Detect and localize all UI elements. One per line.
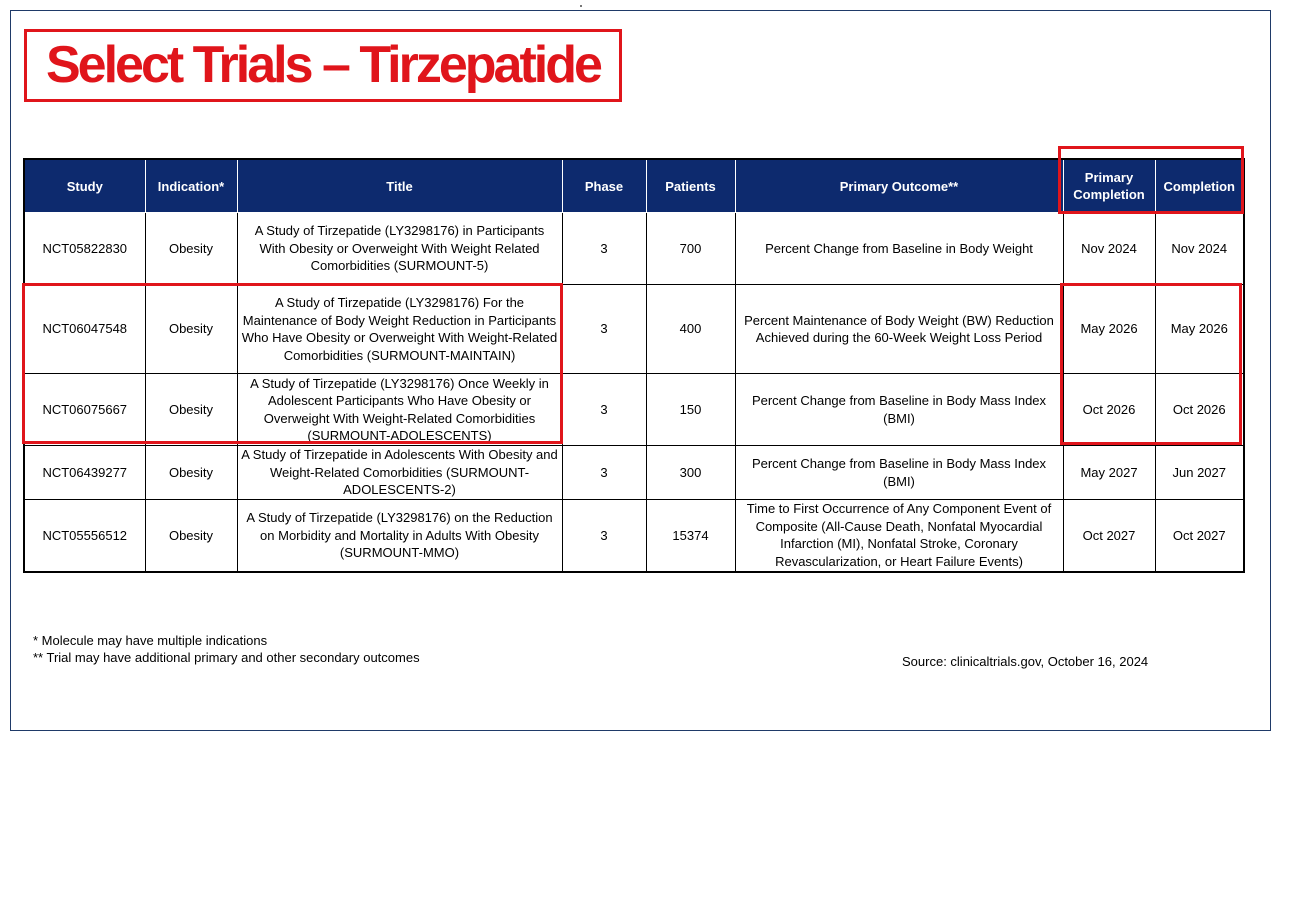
cell-primary-completion: Nov 2024	[1063, 213, 1155, 285]
footnote-outcomes: ** Trial may have additional primary and other secondary outcomes	[33, 650, 420, 665]
footnote-indications: * Molecule may have multiple indications	[33, 633, 268, 648]
cell-study: NCT06047548	[24, 285, 145, 374]
cell-completion: Oct 2027	[1155, 500, 1244, 572]
cell-indication: Obesity	[145, 446, 237, 500]
header-patients: Patients	[646, 159, 735, 213]
header-completion: Completion	[1155, 159, 1244, 213]
decorative-dot	[580, 5, 582, 7]
table-row	[24, 213, 1244, 285]
table-row	[24, 285, 1244, 374]
page-title: Select Trials – Tirzepatide	[46, 36, 600, 94]
cell-patients: 400	[646, 285, 735, 374]
cell-patients: 700	[646, 213, 735, 285]
cell-phase: 3	[562, 213, 646, 285]
header-primary-outcome: Primary Outcome**	[735, 159, 1063, 213]
cell-phase: 3	[562, 374, 646, 446]
header-primary-completion: Primary Completion	[1063, 159, 1155, 213]
table-row	[24, 446, 1244, 500]
cell-title: A Study of Tirzepatide (LY3298176) in Participants With Obesity or Overweight With Weight Related Comorbidities (SURMOUNT-5)	[237, 213, 562, 285]
cell-completion: Oct 2026	[1155, 374, 1244, 446]
cell-study: NCT06439277	[24, 446, 145, 500]
cell-outcome: Percent Maintenance of Body Weight (BW) Reduction Achieved during the 60-Week Weight Loss Period	[735, 285, 1063, 374]
cell-indication: Obesity	[145, 500, 237, 572]
cell-indication: Obesity	[145, 213, 237, 285]
cell-primary-completion: Oct 2026	[1063, 374, 1155, 446]
table-row	[24, 374, 1244, 446]
title-box	[24, 29, 622, 102]
cell-title: A Study of Tirzepatide (LY3298176) Once Weekly in Adolescent Participants Who Have Obesity or Overweight With Weight-Related Comorbidities (SURMOUNT-ADOLESCENTS)	[237, 374, 562, 446]
cell-outcome: Percent Change from Baseline in Body Mass Index (BMI)	[735, 374, 1063, 446]
cell-primary-completion: Oct 2027	[1063, 500, 1155, 572]
header-study: Study	[24, 159, 145, 213]
cell-completion: May 2026	[1155, 285, 1244, 374]
cell-patients: 15374	[646, 500, 735, 572]
cell-patients: 150	[646, 374, 735, 446]
cell-completion: Jun 2027	[1155, 446, 1244, 500]
cell-indication: Obesity	[145, 374, 237, 446]
source-citation: Source: clinicaltrials.gov, October 16, 2024	[902, 654, 1149, 669]
cell-completion: Nov 2024	[1155, 213, 1244, 285]
cell-phase: 3	[562, 500, 646, 572]
footnotes	[33, 632, 420, 666]
cell-outcome: Percent Change from Baseline in Body Mass Index (BMI)	[735, 446, 1063, 500]
cell-study: NCT05822830	[24, 213, 145, 285]
cell-study: NCT05556512	[24, 500, 145, 572]
cell-indication: Obesity	[145, 285, 237, 374]
cell-phase: 3	[562, 285, 646, 374]
cell-patients: 300	[646, 446, 735, 500]
table-header-row	[24, 159, 1244, 213]
header-title: Title	[237, 159, 562, 213]
header-phase: Phase	[562, 159, 646, 213]
header-indication: Indication*	[145, 159, 237, 213]
cell-primary-completion: May 2027	[1063, 446, 1155, 500]
cell-outcome: Percent Change from Baseline in Body Weight	[735, 213, 1063, 285]
table-row	[24, 500, 1244, 572]
cell-title: A Study of Tirzepatide (LY3298176) For the Maintenance of Body Weight Reduction in Participants Who Have Obesity or Overweight With Weight-Related Comorbidities (SURMOUNT-MAINTAIN)	[237, 285, 562, 374]
cell-title: A Study of Tirzepatide in Adolescents With Obesity and Weight-Related Comorbidities (SURMOUNT-ADOLESCENTS-2)	[237, 446, 562, 500]
cell-outcome: Time to First Occurrence of Any Component Event of Composite (All-Cause Death, Nonfatal Myocardial Infarction (MI), Nonfatal Stroke, Coronary Revascularization, or Heart Failure Events)	[735, 500, 1063, 572]
trials-table	[23, 158, 1245, 573]
cell-title: A Study of Tirzepatide (LY3298176) on the Reduction on Morbidity and Mortality in Adults With Obesity (SURMOUNT-MMO)	[237, 500, 562, 572]
cell-primary-completion: May 2026	[1063, 285, 1155, 374]
cell-study: NCT06075667	[24, 374, 145, 446]
cell-phase: 3	[562, 446, 646, 500]
